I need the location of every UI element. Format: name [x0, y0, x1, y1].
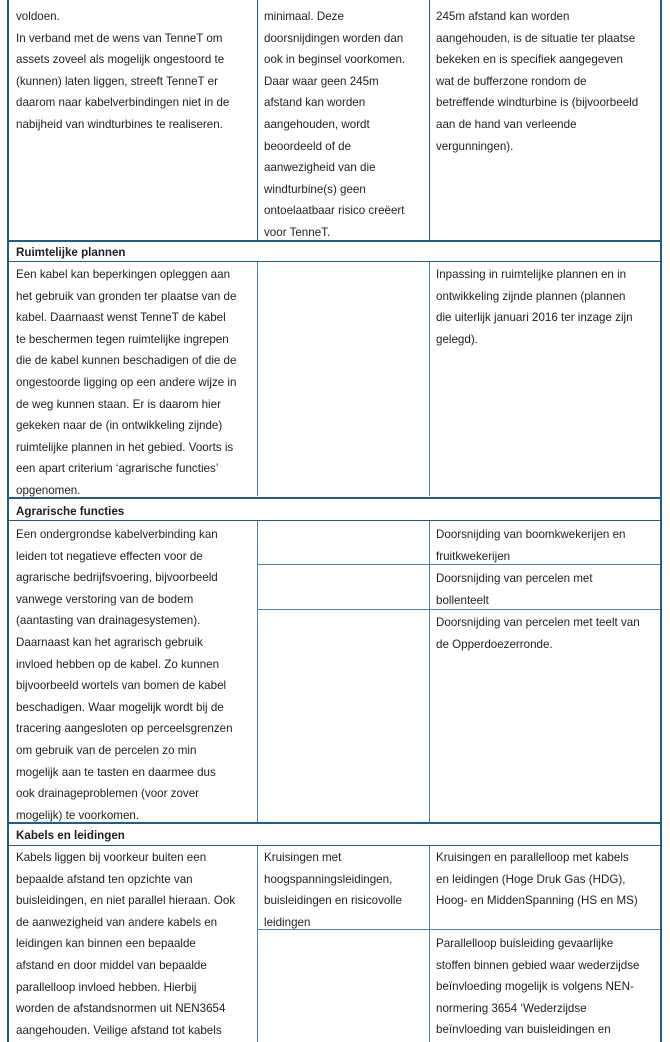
row-divider [9, 520, 660, 521]
column-divider-1 [257, 262, 258, 496]
section-header-ruimtelijke-plannen: Ruimtelijke plannen [16, 246, 126, 259]
cell-assessment: Parallelloop buisleiding gevaarlijke stoffen binnen gebied waar wederzijdse beïnvloeding mogelijk is volgens NEN- normering 3654 ‘Wederzijdse beïnvloeding van buisleidingen en [436, 937, 640, 1037]
row-divider [9, 261, 660, 262]
column-divider-1 [257, 521, 258, 823]
cell-description: Een kabel kan beperkingen opleggen aan het gebruik van gronden ter plaatse van de kabel. Daarnaast wenst TenneT de kabel te beschermen tegen ruimtelijke ingrepen die de kabel kunnen beschadigen of die de ongestoorde ligging op een andere wijze in de weg kunnen staan. Er is daarom hier gekeken naar de (in ontwikkeling zijnde) ruimtelijke plannen in het gebied. Voorts is een apart criterium ‘agrarische functies’ opgenomen. [16, 268, 237, 497]
cell-description: Kabels liggen bij voorkeur buiten een bepaalde afstand ten opzichte van buisleidingen, en niet parallel hieraan. Ook de aanwezigheid van andere kabels en leidingen kan binnen een bepaalde afstand en door middel van bepaalde parallelloop invloed hebben. Hierbij worden de afstandsnormen uit NEN3654 aangehouden. Veilige afstand tot kabels [16, 851, 236, 1037]
cell-assessment: Doorsnijding van boomkwekerijen en fruitkwekerijen [436, 528, 626, 563]
column-divider-2 [429, 0, 430, 241]
column-divider-2 [429, 262, 430, 496]
cell-criterion: minimaal. Deze doorsnijdingen worden dan ook in beginsel voorkomen. Daar waar geen 245m afstand kan worden aangehouden, wordt beoordeeld of de aanwezigheid van die windturbine(s) geen ontoelaatbaar risico creëert voor TenneT. [264, 10, 406, 239]
section-header-agrarische-functies: Agrarische functies [16, 505, 125, 518]
cell-criterion: Kruisingen met hoogspanningsleidingen, buisleidingen en risicovolle leidingen [264, 851, 402, 929]
column-divider-2 [429, 846, 430, 1042]
cell-assessment: Inpassing in ruimtelijke plannen en in ontwikkeling zijnde plannen (plannen die uiterlijk januari 2016 ter inzage zijn gelegd). [436, 268, 633, 346]
criteria-table [7, 0, 662, 1042]
section-header-kabels-en-leidingen: Kabels en leidingen [16, 829, 125, 842]
cell-description: Een ondergrondse kabelverbinding kan leiden tot negatieve effecten voor de agrarische bedrijfsvoering, bijvoorbeeld vanwege verstoring van de bodem (aantasting van drainagesystemen). Daarnaast kan het agrarisch gebruik invloed hebben op de kabel. Zo kunnen bijvoorbeeld wortels van bomen de kabel beschadigen. Waar mogelijk wordt bij de tracering aangesloten op perceelsgrenzen om gebruik van de percelen zo min mogelijk aan te tasten en daarmee dus ook drainageproblemen (voor zover mogelijk) te voorkomen. [16, 528, 233, 822]
cell-assessment: Doorsnijding van percelen met teelt van de Opperdoezerronde. [436, 616, 640, 651]
cell-assessment: Kruisingen en parallelloop met kabels en leidingen (Hoge Druk Gas (HDG), Hoog- en MiddenSpanning (HS en MS) [436, 851, 638, 908]
column-divider-2 [429, 521, 430, 823]
row-divider [9, 845, 660, 846]
cell-assessment: Doorsnijding van percelen met bollenteelt [436, 572, 593, 607]
cell-assessment: 245m afstand kan worden aangehouden, is de situatie ter plaatse bekeken en is specifiek aangegeven wat de bufferzone rondom de betreffende windturbine is (bijvoorbeeld aan de hand van verleende vergunningen). [436, 10, 639, 153]
cell-description: voldoen. In verband met de wens van TenneT om assets zoveel als mogelijk ongestoord te (kunnen) laten liggen, streeft TenneT er daarom naar kabelverbindingen niet in de nabijheid van windturbines te realiseren. [16, 10, 230, 131]
column-divider-1 [257, 846, 258, 1042]
column-divider-1 [257, 0, 258, 241]
